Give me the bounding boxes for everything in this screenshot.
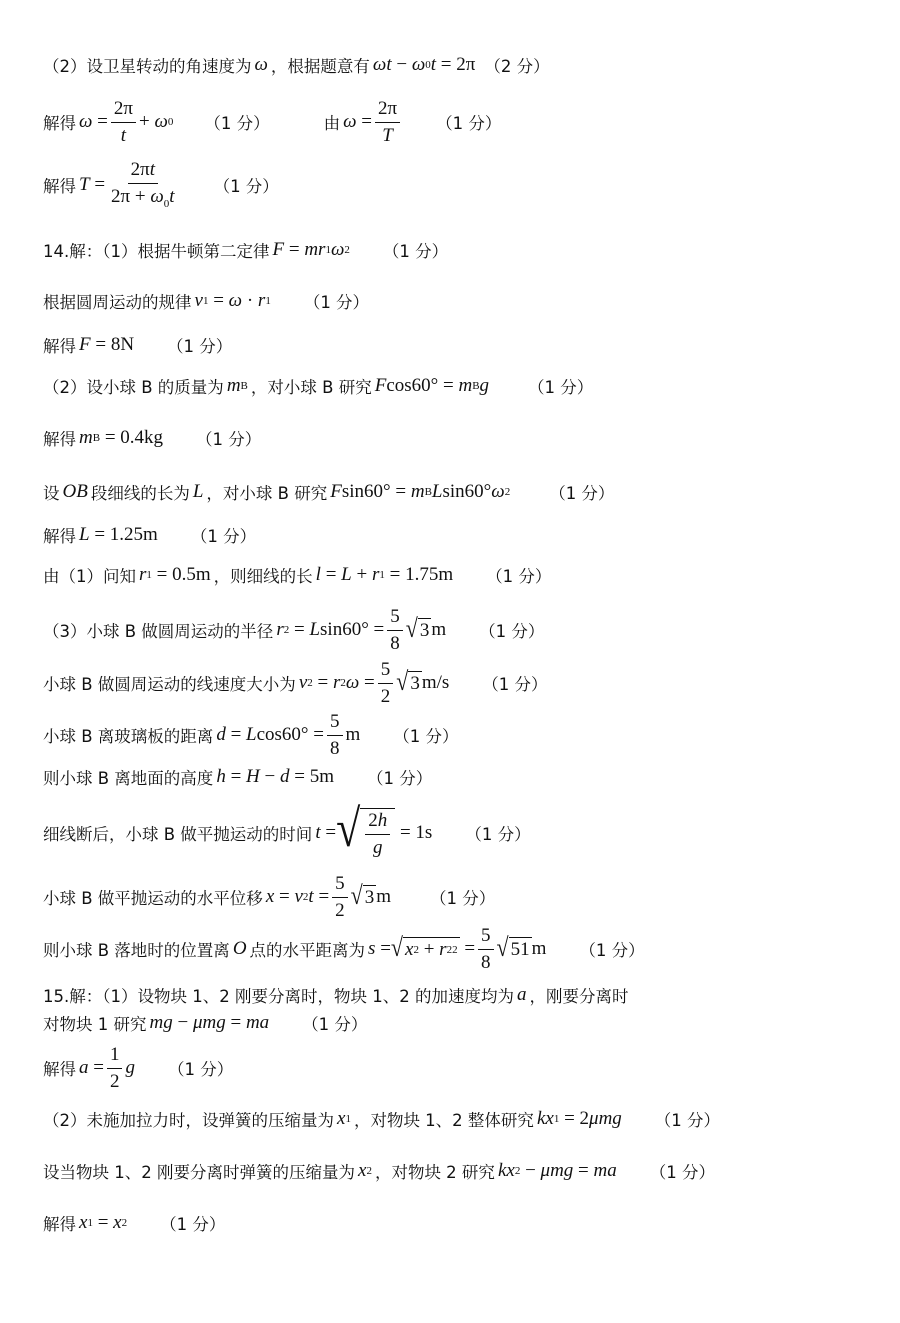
line-text: 小球 B 离玻璃板的距离 (43, 727, 214, 746)
text-line (43, 607, 544, 653)
math-expression: d = L cos60° = $\frac{5}{8}$ m (216, 710, 361, 759)
math-expression: a = $\frac{1}{2}$ g (79, 1043, 135, 1092)
text-line (43, 48, 550, 82)
line-text: ，根据题意有 (270, 57, 370, 76)
line-text: 解得 (43, 1060, 76, 1079)
math-expression: F sin60° = m B L sin60° ω 2 (330, 481, 511, 502)
line-text: 解得 (43, 430, 76, 449)
line-text: 14.解：（1）根据牛顿第二定律 (43, 242, 270, 261)
line-text: 根据圆周运动的规律 (43, 293, 192, 312)
score-note: （1 分） (486, 567, 552, 586)
text-line (43, 97, 502, 146)
text-line (43, 1154, 715, 1188)
line-text: 小球 B 做平抛运动的水平位移 (43, 889, 263, 908)
math-expression: OB (62, 481, 88, 502)
math-expression: t = √ $\frac{2h}{g}$ = 1s (315, 798, 433, 858)
line-text: ，对小球 B 研究 (250, 378, 372, 397)
text-line (43, 369, 593, 403)
text-line (43, 712, 459, 758)
text-line (43, 475, 614, 509)
score-note: （1 分） (465, 825, 531, 844)
text-line (43, 798, 531, 860)
score-note: （1 分） (649, 1163, 715, 1182)
math-expression: F = mr 1 ω 2 (272, 239, 350, 260)
line-text: 点的水平距离为 (249, 941, 366, 960)
line-text: 15.解：（1）设物块 1、2 刚要分离时，物块 1、2 的加速度均为 (43, 987, 514, 1006)
line-text: （2）未施加拉力时，设弹簧的压缩量为 (43, 1111, 334, 1130)
math-expression: l = L + r 1 = 1.75m (315, 564, 454, 585)
text-line (43, 159, 279, 210)
score-note: （1 分） (549, 484, 615, 503)
math-expression: a (516, 984, 527, 1005)
score-note: （1 分） (160, 1215, 226, 1234)
math-expression: m B = 0.4kg (79, 427, 164, 448)
math-expression: kx 2 − μmg = ma (497, 1160, 617, 1181)
text-line (43, 328, 232, 362)
score-note: （1 分） (167, 1060, 234, 1079)
line-text: ，对物块 2 研究 (374, 1163, 495, 1182)
score-note: （1 分） (393, 727, 459, 746)
score-note: （1 分） (196, 430, 262, 449)
line-text: ，对小球 B 研究 (206, 484, 328, 503)
math-expression: x 1 (337, 1108, 351, 1129)
text-line (43, 1102, 720, 1136)
text-line (43, 926, 645, 972)
math-expression: x 2 (358, 1160, 372, 1181)
math-expression: ωt − ω 0 t = 2π (372, 54, 476, 75)
math-expression: m B (226, 375, 248, 396)
text-line (43, 760, 432, 794)
math-expression: v 2 = r 2 ω = $\frac{5}{2}$ √ 3 m/s (298, 658, 450, 707)
line-text: 细线断后，小球 B 做平抛运动的时间 (43, 825, 313, 844)
text-line (43, 233, 448, 267)
text-line (43, 874, 495, 920)
text-line (43, 284, 369, 318)
line-text: 解得 (43, 337, 76, 356)
math-expression: L = 1.25m (79, 524, 158, 545)
math-expression: O (232, 938, 247, 959)
math-expression: F = 8N (79, 334, 135, 355)
score-note: （1 分） (482, 675, 548, 694)
score-note: （1 分） (366, 769, 433, 788)
line-text: （3）小球 B 做圆周运动的半径 (43, 622, 274, 641)
math-expression: T = $\frac{2\pi t}{2\pi + \omega_0t}$ (79, 159, 175, 210)
score-note: （1 分） (213, 177, 279, 196)
line-text: 小球 B 做圆周运动的线速度大小为 (43, 675, 296, 694)
score-note: （1 分） (167, 337, 233, 356)
line-text: 则小球 B 离地面的高度 (43, 769, 214, 788)
text-line (43, 518, 256, 552)
score-note: （1 分） (579, 941, 645, 960)
math-expression: x = v 2 t = $\frac{5}{2}$ √ 3 m (265, 872, 392, 921)
line-text: 解得 (43, 177, 76, 196)
line-text: 则小球 B 落地时的位置离 (43, 941, 230, 960)
line-text: 对物块 1 研究 (43, 1015, 147, 1034)
text-line (43, 558, 551, 592)
score-note: （1 分） (479, 622, 545, 641)
math-expression: v 1 = ω · r 1 (194, 290, 271, 311)
line-text: 解得 (43, 1215, 76, 1234)
math-expression: r 1 = 0.5m (139, 564, 211, 585)
line-text: ，则细线的长 (213, 567, 313, 586)
score-note: （1 分） (302, 1015, 368, 1034)
score-note: （1 分） (654, 1111, 721, 1130)
line-text: （2）设小球 B 的质量为 (43, 378, 224, 397)
text-line (43, 421, 261, 455)
math-expression: h = H − d = 5m (216, 766, 334, 787)
math-expression: ω (254, 54, 268, 75)
math-expression: r 2 = L sin60° = $\frac{5}{8}$ √ 3 m (276, 605, 447, 654)
line-text: （2）设卫星转动的角速度为 (43, 57, 252, 76)
score-note: （1 分） (528, 378, 594, 397)
math-expression: kx 1 = 2 μmg (536, 1108, 622, 1129)
line-text: 由 (323, 114, 341, 133)
score-note: （1 分） (382, 242, 449, 261)
line-text: ，刚要分离时 (529, 987, 629, 1006)
math-expression: mg − μmg = ma (149, 1012, 270, 1033)
text-line (43, 1044, 233, 1092)
line-text: 解得 (43, 114, 76, 133)
math-expression: L (192, 481, 204, 502)
line-text: 设 (43, 484, 60, 503)
line-text: 由（1）问知 (43, 567, 136, 586)
score-note: （1 分） (303, 293, 370, 312)
line-text: 解得 (43, 527, 76, 546)
score-note: （1 分） (430, 889, 496, 908)
text-line (43, 660, 548, 706)
score-note: （1 分） (190, 527, 257, 546)
math-expression: x 1 = x 2 (79, 1212, 128, 1233)
line-text: 段细线的长为 (90, 484, 190, 503)
score-note: （1 分） (436, 114, 502, 133)
text-line (43, 1006, 367, 1040)
score-note: （2 分） (484, 57, 550, 76)
line-text: 设当物块 1、2 刚要分离时弹簧的压缩量为 (43, 1163, 355, 1182)
math-expression: ω = $\frac{2\pi}{t}$ + ω 0 (79, 97, 174, 146)
text-line (43, 1206, 225, 1240)
line-text: ，对物块 1、2 整体研究 (353, 1111, 534, 1130)
math-expression: F cos60° = m B g (374, 375, 490, 396)
score-note: （1 分） (204, 114, 270, 133)
math-expression: s = √ x 2 + r 2 2 = $\frac{5}{8}$ √ 51 m (368, 924, 547, 973)
math-expression: ω = $\frac{2\pi}{T}$ (343, 98, 403, 147)
